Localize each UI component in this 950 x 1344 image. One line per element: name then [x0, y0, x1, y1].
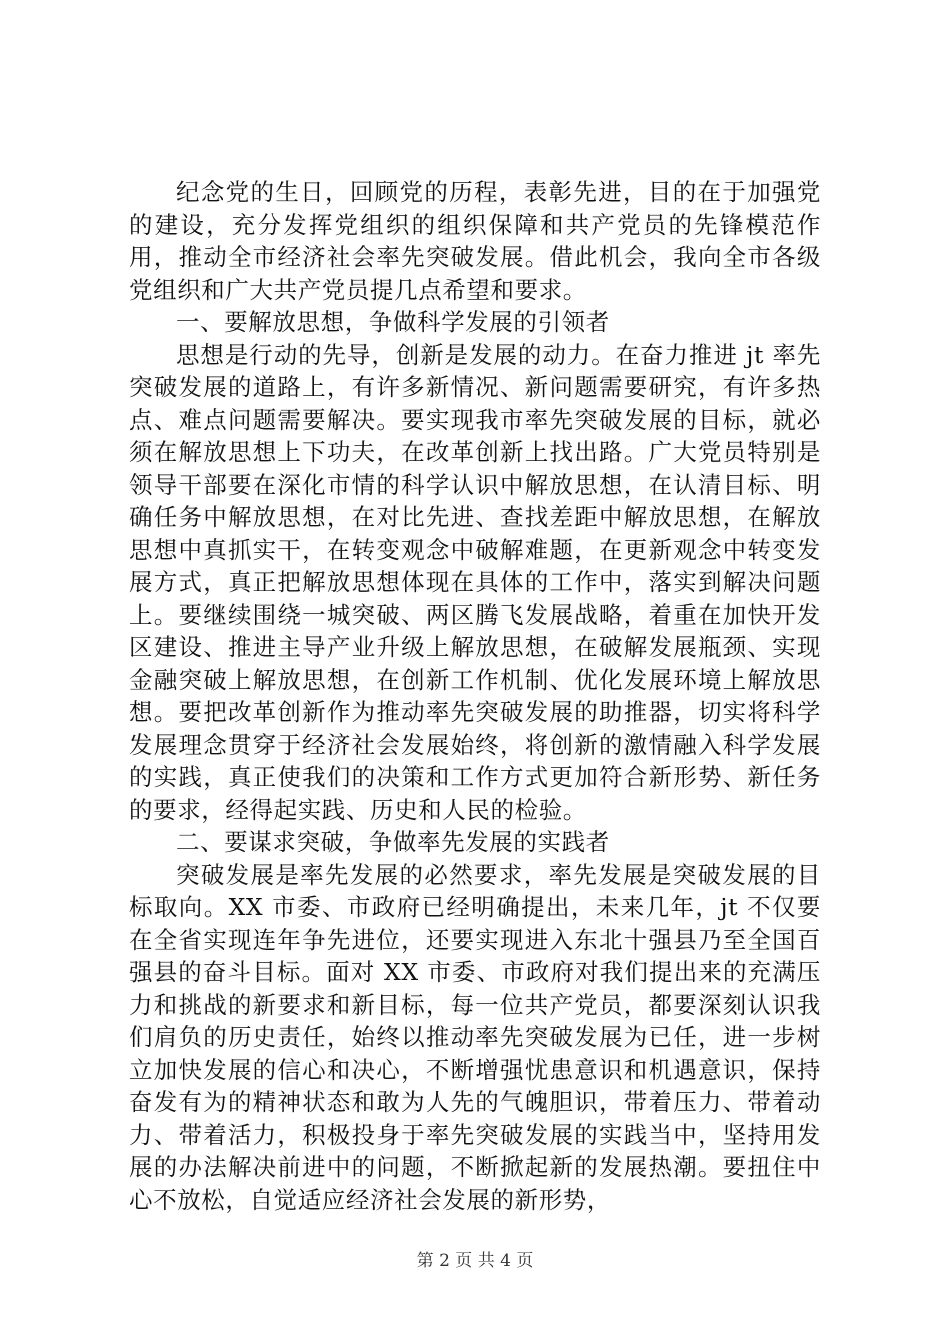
paragraph-section-1: 思想是行动的先导，创新是发展的动力。在奋力推进 jt 率先突破发展的道路上，有许多新情况、新问题需要研究，有许多热点、难点问题需要解决。要实现我市率先突破发展的目标，就必须在解放思想上下功夫，在改革创新上找出路。广大党员特别是领导干部要在深化市情的科学认识中解放思想，在认清目标、明确任务中解放思想，在对比先进、查找差距中解放思想，在解放思想中真抓实干，在转变观念中破解难题，在更新观念中转变发展方式，真正把解放思想体现在具体的工作中，落实到解决问题上。要继续围绕一城突破、两区腾飞发展战略，着重在加快开发区建设、推进主导产业升级上解放思想，在破解发展瓶颈、实现金融突破上解放思想，在创新工作机制、优化发展环境上解放思想。要把改革创新作为推动率先突破发展的助推器，切实将科学发展理念贯穿于经济社会发展始终，将创新的激情融入科学发展的实践，真正使我们的决策和工作方式更加符合新形势、新任务的要求，经得起实践、历史和人民的检验。 [129, 340, 821, 824]
section-heading-2: 二、要谋求突破，争做率先发展的实践者 [176, 828, 610, 856]
document-body [129, 176, 821, 1216]
paragraph-intro: 纪念党的生日，回顾党的历程，表彰先进，目的在于加强党的建设，充分发挥党组织的组织保障和共产党员的先锋模范作用，推动全市经济社会率先突破发展。借此机会，我向全市各级党组织和广大共产党员提几点希望和要求。 [129, 178, 821, 304]
section-heading-1: 一、要解放思想，争做科学发展的引领者 [176, 308, 610, 336]
paragraph-section-2: 突破发展是率先发展的必然要求，率先发展是突破发展的目标取向。XX 市委、市政府已经明确提出，未来几年，jt 不仅要在全省实现连年争先进位，还要实现进入东北十强县乃至全国百强县的奋斗目标。面对 XX 市委、市政府对我们提出来的充满压力和挑战的新要求和新目标，每一位共产党员，都要深刻认识我们肩负的历史责任，始终以推动率先突破发展为已任，进一步树立加快发展的信心和决心，不断增强忧患意识和机遇意识，保持奋发有为的精神状态和敢为人先的气魄胆识，带着压力、带着动力、带着活力，积极投身于率先突破发展的实践当中，坚持用发展的办法解决前进中的问题，不断掀起新的发展热潮。要扭住中心不放松，自觉适应经济社会发展的新形势， [129, 860, 821, 1214]
page-footer: 第 2 页 共 4 页 [416, 1251, 534, 1271]
